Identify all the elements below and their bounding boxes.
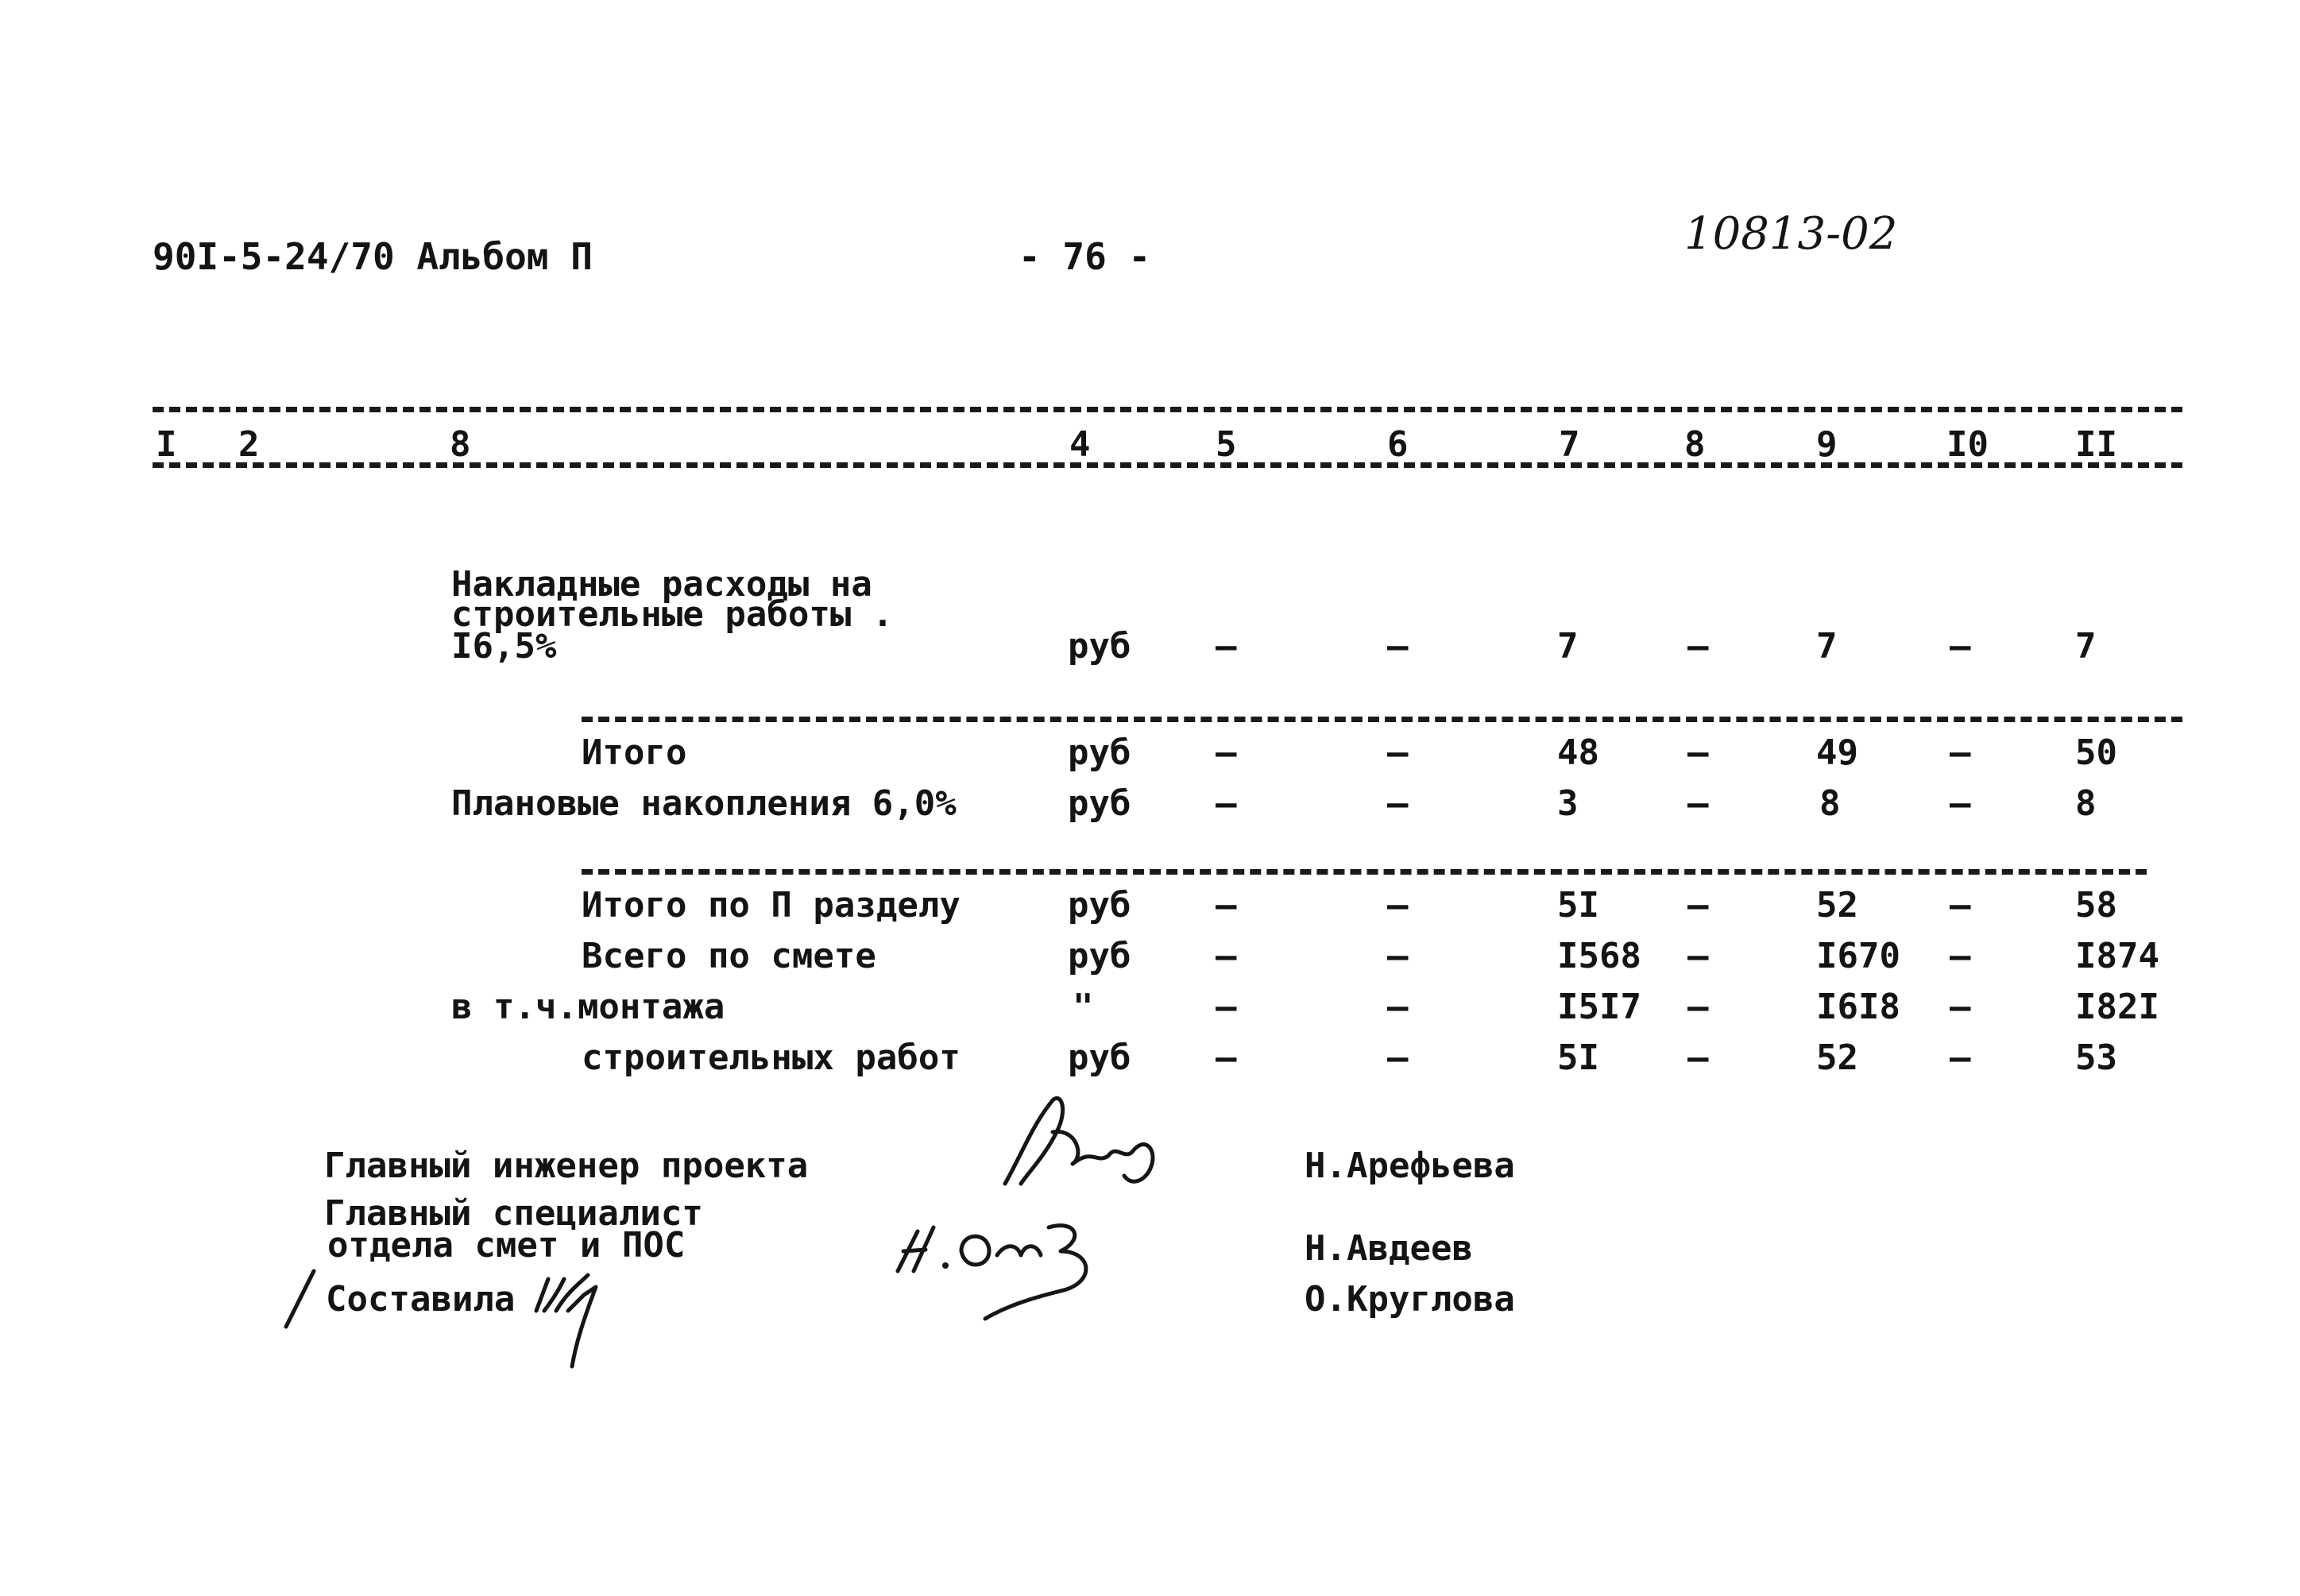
chief-engineer-signature [997, 1084, 1180, 1196]
row-estimate-total-unit: руб [1068, 936, 1131, 976]
document-code: 90I-5-24/70 Альбом П [153, 235, 593, 278]
compiled-by-title: Составила [326, 1279, 516, 1320]
row-installation-col9: I6I8 [1816, 987, 1900, 1027]
header-top-rule [153, 407, 2182, 412]
row-subtotal-col5: – [1216, 732, 1237, 773]
chief-engineer-title: Главный инженер проекта [324, 1146, 809, 1186]
row-installation-col10: – [1950, 987, 1971, 1027]
row-construction-col9: 52 [1816, 1038, 1858, 1078]
row-construction-unit: руб [1068, 1038, 1131, 1078]
row-section-total-col5: – [1216, 885, 1237, 926]
row-installation-col7: I5I7 [1557, 987, 1641, 1027]
row-overhead-col10: – [1950, 626, 1971, 667]
row-section-total-col11: 58 [2075, 885, 2117, 926]
row-installation-label: в т.ч.монтажа [451, 987, 725, 1027]
row-construction-col10: – [1950, 1038, 1971, 1078]
subtotal-rule-1 [582, 717, 2182, 722]
column-number-2: 2 [238, 424, 260, 465]
row-construction-label: строительных работ [582, 1038, 961, 1078]
row-section-total-col10: – [1950, 885, 1971, 926]
chief-engineer-name: Н.Арефьева [1305, 1146, 1515, 1186]
column-number-8: 8 [1684, 424, 1706, 465]
row-construction-col7: 5I [1557, 1038, 1599, 1078]
column-number-11: II [2075, 424, 2117, 465]
row-overhead-label-line-2: строительные работы . [451, 594, 894, 635]
row-subtotal-col10: – [1950, 732, 1971, 773]
header-bottom-rule [153, 462, 2182, 468]
column-number-5: 5 [1216, 424, 1237, 465]
row-installation-col8: – [1687, 987, 1709, 1027]
row-installation-unit: " [1073, 987, 1094, 1027]
column-number-1: I [156, 424, 177, 465]
column-number-7: 7 [1559, 424, 1580, 465]
column-number-6: 6 [1387, 424, 1409, 465]
chief-specialist-name: Н.Авдеев [1305, 1228, 1473, 1269]
row-planned-savings-col11: 8 [2075, 783, 2097, 824]
row-section-total-label: Итого по П разделу [582, 885, 961, 926]
row-estimate-total-col7: I568 [1557, 936, 1641, 976]
row-section-total-col8: – [1687, 885, 1709, 926]
row-subtotal-col6: – [1387, 732, 1409, 773]
row-planned-savings-unit: руб [1068, 783, 1131, 824]
chief-specialist-title-line-1: Главный специалист [324, 1193, 703, 1234]
row-subtotal-col7: 48 [1557, 732, 1599, 773]
row-section-total-unit: руб [1068, 885, 1131, 926]
row-planned-savings-col8: – [1687, 783, 1709, 824]
row-overhead-col5: – [1216, 626, 1237, 667]
column-number-10: I0 [1946, 424, 1989, 465]
column-number-9: 9 [1816, 424, 1838, 465]
row-subtotal-label: Итого [582, 732, 687, 773]
compiled-by-name: О.Круглова [1305, 1279, 1515, 1320]
row-overhead-col11: 7 [2075, 626, 2097, 667]
column-number-4: 4 [1069, 424, 1091, 465]
compiler-signature [282, 1263, 663, 1382]
row-estimate-total-col8: – [1687, 936, 1709, 976]
row-overhead-label-line-3: I6,5% [451, 626, 557, 667]
row-overhead-col7: 7 [1557, 626, 1579, 667]
row-overhead-col6: – [1387, 626, 1409, 667]
column-number-3: 8 [450, 424, 471, 465]
chief-specialist-signature [886, 1196, 1156, 1323]
row-planned-savings-col6: – [1387, 783, 1409, 824]
row-overhead-unit: руб [1068, 626, 1131, 667]
row-estimate-total-label: Всего по смете [582, 936, 876, 976]
row-estimate-total-col10: – [1950, 936, 1971, 976]
row-construction-col6: – [1387, 1038, 1409, 1078]
row-construction-col8: – [1687, 1038, 1709, 1078]
row-installation-col5: – [1216, 987, 1237, 1027]
row-installation-col11: I82I [2075, 987, 2159, 1027]
handwritten-number: 10813-02 [1684, 208, 1898, 260]
row-overhead-col8: – [1687, 626, 1709, 667]
row-section-total-col9: 52 [1816, 885, 1858, 926]
row-section-total-col7: 5I [1557, 885, 1599, 926]
row-estimate-total-col5: – [1216, 936, 1237, 976]
row-section-total-col6: – [1387, 885, 1409, 926]
row-planned-savings-label: Плановые накопления 6,0% [451, 783, 957, 824]
row-subtotal-col8: – [1687, 732, 1709, 773]
row-subtotal-unit: руб [1068, 732, 1131, 773]
row-subtotal-col11: 50 [2075, 732, 2117, 773]
row-overhead-col9: 7 [1816, 626, 1838, 667]
row-planned-savings-col10: – [1950, 783, 1971, 824]
row-planned-savings-col5: – [1216, 783, 1237, 824]
row-estimate-total-col9: I670 [1816, 936, 1900, 976]
row-estimate-total-col11: I874 [2075, 936, 2159, 976]
subtotal-rule-2 [582, 869, 2147, 875]
row-construction-col11: 53 [2075, 1038, 2117, 1078]
row-planned-savings-col7: 3 [1557, 783, 1579, 824]
chief-specialist-title-line-2: отдела смет и ПОС [327, 1225, 686, 1266]
page-number: - 76 - [1019, 235, 1151, 278]
row-planned-savings-col9: 8 [1819, 783, 1841, 824]
row-overhead-label-line-1: Накладные расходы на [451, 564, 872, 605]
row-construction-col5: – [1216, 1038, 1237, 1078]
row-estimate-total-col6: – [1387, 936, 1409, 976]
row-installation-col6: – [1387, 987, 1409, 1027]
row-subtotal-col9: 49 [1816, 732, 1858, 773]
